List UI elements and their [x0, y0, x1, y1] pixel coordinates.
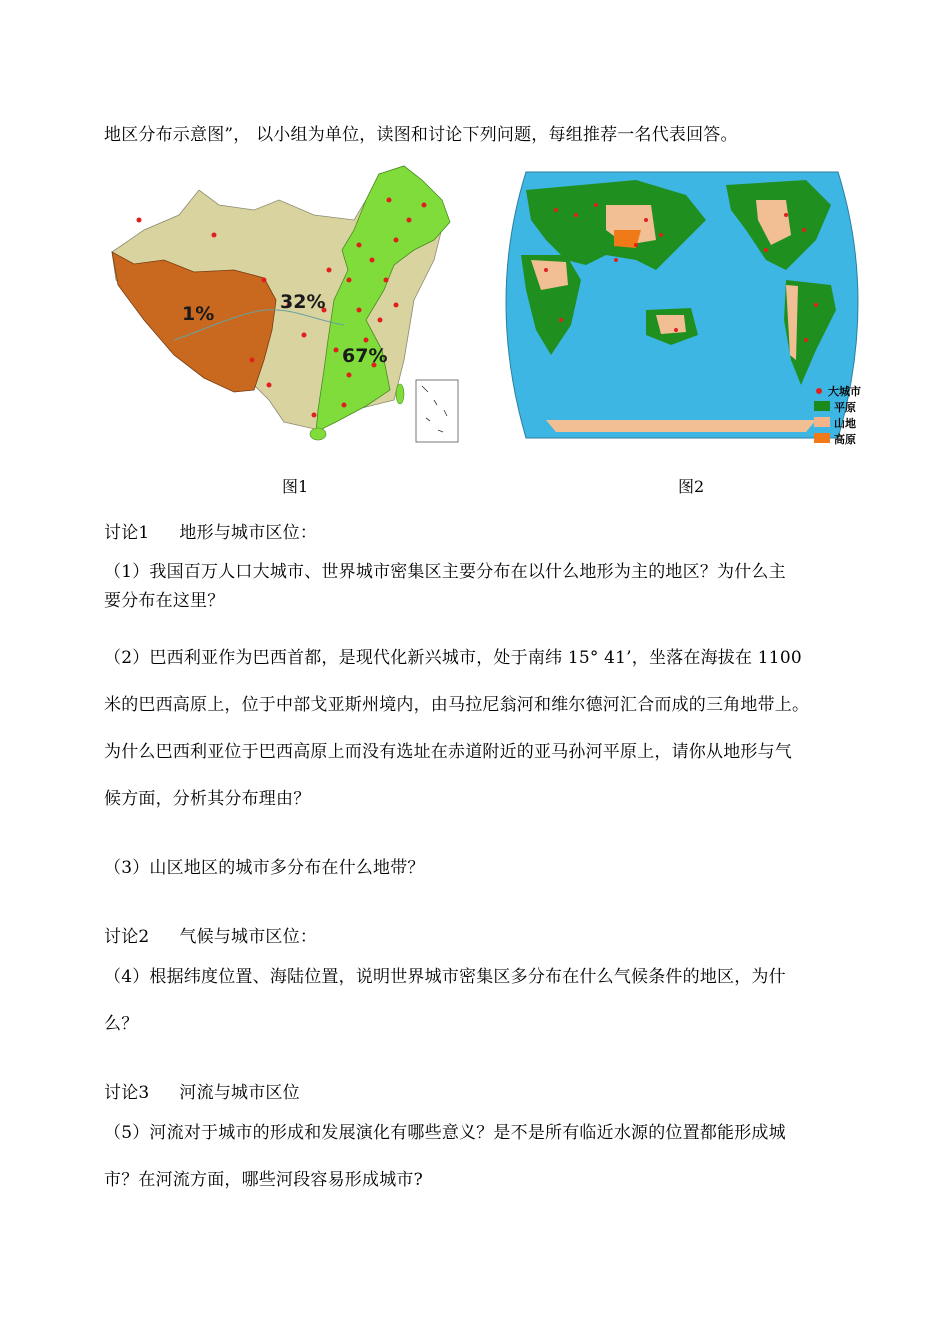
question-5-line-1: （5）河流对于城市的形成和发展演化有哪些意义？是不是所有临近水源的位置都能形成城	[104, 1123, 786, 1143]
question-3-line-1: （3）山区地区的城市多分布在什么地带？	[104, 858, 425, 878]
figure-2-world-map	[486, 160, 878, 450]
figure-2-caption: 图2	[678, 477, 705, 496]
question-2-line-1: （2）巴西利亚作为巴西首都，是现代化新兴城市，处于南纬 15° 41’，坐落在海拔在 1100	[104, 648, 802, 668]
question-1-line-1: （1）我国百万人口大城市、世界城市密集区主要分布在以什么地形为主的地区？为什么主	[104, 562, 786, 582]
question-2-line-4: 候方面，分析其分布理由？	[104, 789, 311, 809]
plateau-swatch-icon	[814, 433, 830, 443]
legend-item-plateau: 高原	[814, 432, 876, 448]
question-5-line-2: 市？在河流方面，哪些河段容易形成城市?	[104, 1170, 423, 1190]
legend-item-city: 大城市	[814, 384, 876, 400]
figure-1-china-map	[104, 160, 462, 446]
city-dot-icon	[816, 388, 822, 394]
pct-west-label: 1%	[182, 303, 215, 325]
question-4-line-1: （4）根据纬度位置、海陆位置，说明世界城市密集区多分布在什么气候条件的地区，为什	[104, 967, 786, 987]
discussion-2-heading: 讨论2 气候与城市区位：	[104, 927, 318, 947]
discussion-1-heading: 讨论1 地形与城市区位：	[104, 523, 318, 543]
question-1-line-2: 要分布在这里？	[104, 591, 225, 611]
pct-middle-label: 32%	[280, 291, 326, 313]
intro-text: 地区分布示意图”， 以小组为单位，读图和讨论下列问题，每组推荐一名代表回答。	[104, 125, 738, 145]
legend-item-mountain: 山地	[814, 416, 876, 432]
pct-east-label: 67%	[342, 345, 388, 367]
china-map-graphic	[104, 160, 462, 446]
world-map-legend	[814, 384, 876, 448]
plain-swatch-icon	[814, 401, 830, 411]
discussion-3-heading: 讨论3 河流与城市区位	[104, 1083, 300, 1103]
question-2-line-2: 米的巴西高原上，位于中部戈亚斯州境内，由马拉尼翁河和维尔德河汇合而成的三角地带上。	[104, 695, 810, 715]
legend-item-plain: 平原	[814, 400, 876, 416]
question-4-line-2: 么？	[104, 1014, 139, 1034]
question-2-line-3: 为什么巴西利亚位于巴西高原上而没有选址在赤道附近的亚马孙河平原上，请你从地形与气	[104, 742, 792, 762]
figure-1-caption: 图1	[282, 477, 309, 496]
mountain-swatch-icon	[814, 417, 830, 427]
